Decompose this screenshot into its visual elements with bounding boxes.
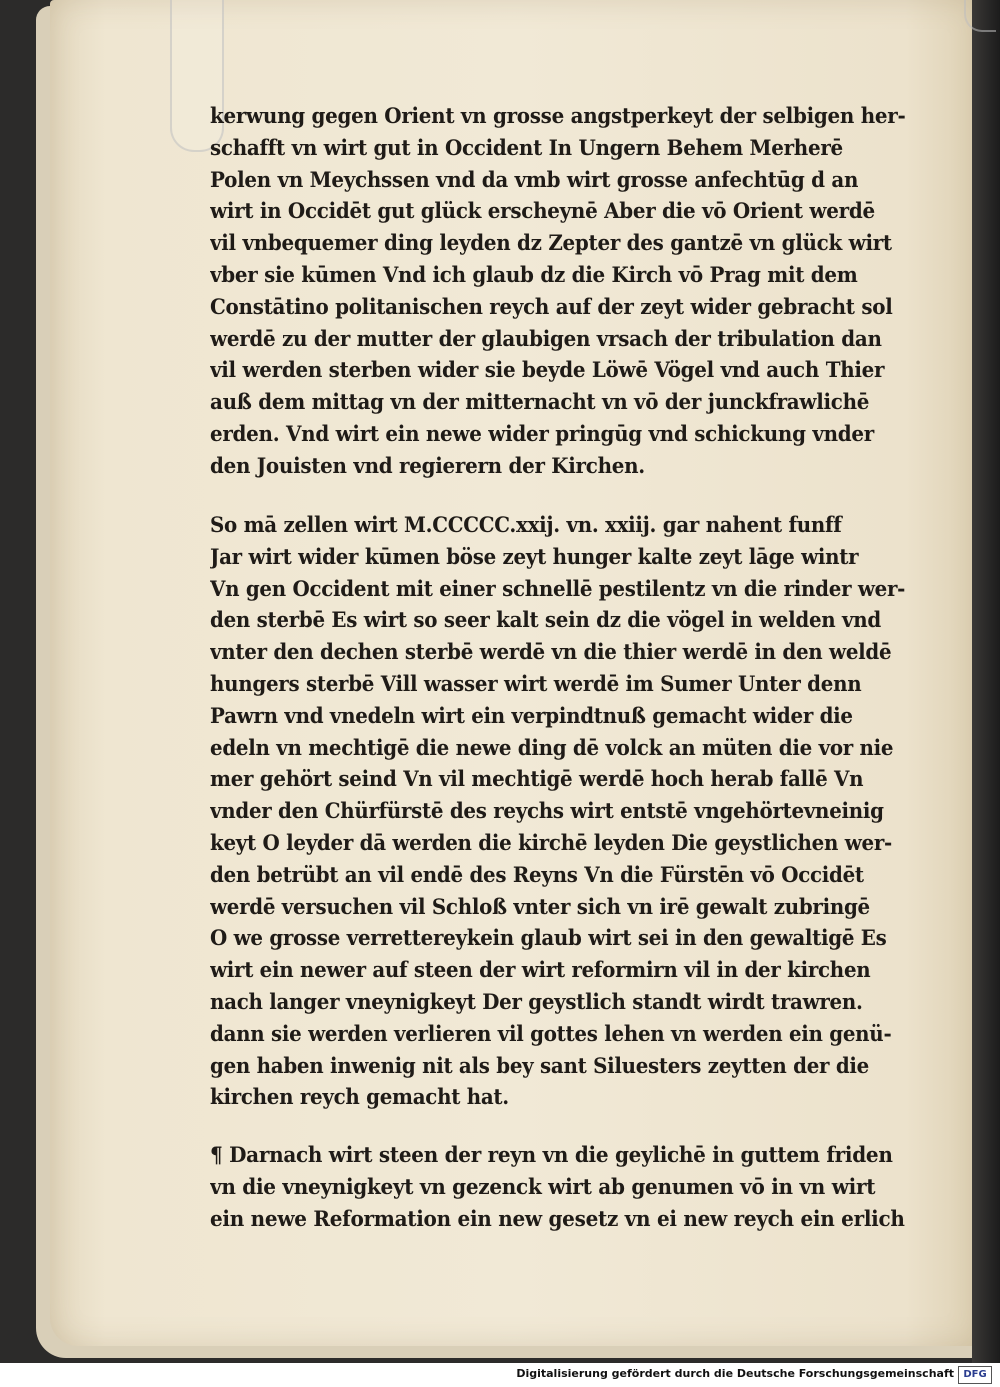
text-line: O we grosse verrettereykein glaub wirt sei in den gewaltigē Es — [210, 925, 887, 951]
corner-clip — [964, 0, 996, 32]
text-line: auß dem mittag vn der mitternacht vn vō der junckfrawlichē — [210, 389, 870, 415]
text-line: erden. Vnd wirt ein newe wider pringūg vnd schickung vnder — [210, 420, 874, 446]
text-line: hungers sterbē Vill wasser wirt werdē im Sumer Unter denn — [210, 670, 862, 696]
text-line: So mā zellen wirt M.CCCCC.xxij. vn. xxiij. gar nahent funff — [210, 512, 842, 537]
text-line: vnter den dechen sterbē werdē vn die thier werdē in den weldē — [210, 639, 892, 665]
text-line: edeln vn mechtigē die newe ding dē volck an müten die vor nie — [210, 734, 894, 760]
funding-credit: Digitalisierung gefördert durch die Deutsche Forschungsgemeinschaft — [516, 1367, 954, 1380]
text-line: Vn gen Occident mit einer schnellē pestilentz vn die rinder wer- — [210, 575, 905, 601]
text-line: vn die vneynigkeyt vn gezenck wirt ab genumen vō in vn wirt — [210, 1173, 876, 1199]
text-line: nach langer vneynigkeyt Der geystlich standt wirdt trawren. — [210, 988, 863, 1014]
text-line: vil werden sterben wider sie beyde Löwē Vögel vnd auch Thier — [210, 357, 885, 383]
text-line: schafft vn wirt gut in Occident In Ungern Behem Merherē — [210, 134, 843, 160]
text-line: den sterbē Es wirt so seer kalt sein dz die vögel in welden vnd — [210, 607, 881, 633]
text-line: vber sie kūmen Vnd ich glaub dz die Kirch vō Prag mit dem — [210, 261, 858, 287]
text-line: kerwung gegen Orient vn grosse angstperkeyt der selbigen her- — [210, 103, 906, 128]
binding-edge — [972, 0, 1000, 1363]
text-line: wirt in Occidēt gut glück erscheynē Aber die vō Orient werdē — [210, 198, 875, 224]
text-line: ein newe Reformation ein new gesetz vn ei new reych ein erlich — [210, 1205, 905, 1231]
text-line: vnder den Chürfürstē des reychs wirt entstē vngehörtevneinig — [210, 798, 884, 824]
text-line: Pawrn vnd vnedeln wirt ein verpindtnuß gemacht wider die — [210, 702, 853, 728]
text-line: ¶ Darnach wirt steen der reyn vn die geylichē in guttem friden — [210, 1142, 893, 1167]
text-line: wirt ein newer auf steen der wirt reformirn vil in der kirchen — [210, 957, 871, 983]
text-line: mer gehört seind Vn vil mechtigē werdē hoch herab fallē Vn — [210, 766, 864, 792]
paragraph — [210, 1139, 940, 1234]
text-line: werdē versuchen vil Schloß vnter sich vn irē gewalt zubringē — [210, 893, 870, 919]
footer-bar — [0, 1363, 1000, 1387]
text-line: kirchen reych gemacht hat. — [210, 1084, 509, 1110]
text-line: vil vnbequemer ding leyden dz Zepter des gantzē vn glück wirt — [210, 230, 892, 256]
text-line: gen haben inwenig nit als bey sant Siluesters zeytten der die — [210, 1052, 870, 1078]
text-line: Jar wirt wider kūmen böse zeyt hunger kalte zeyt lāge wintr — [210, 543, 859, 569]
text-line: Constātino politanischen reych auf der zeyt wider gebracht sol — [210, 293, 893, 319]
paragraph — [210, 100, 944, 482]
text-line: werdē zu der mutter der glaubigen vrsach der tribulation dan — [210, 325, 882, 351]
paragraph — [210, 509, 946, 1113]
text-line: Polen vn Meychssen vnd da vmb wirt grosse anfechtūg d an — [210, 166, 859, 192]
text-line: den Jouisten vnd regierern der Kirchen. — [210, 452, 645, 478]
text-line: dann sie werden verlieren vil gottes lehen vn werden ein genü- — [210, 1020, 892, 1046]
text-line: keyt O leyder dā werden die kirchē leyden Die geystlichen wer- — [210, 829, 892, 855]
dfg-logo: DFG — [958, 1366, 992, 1384]
text-line: den betrübt an vil endē des Reyns Vn die Fürstēn vō Occidēt — [210, 861, 864, 887]
